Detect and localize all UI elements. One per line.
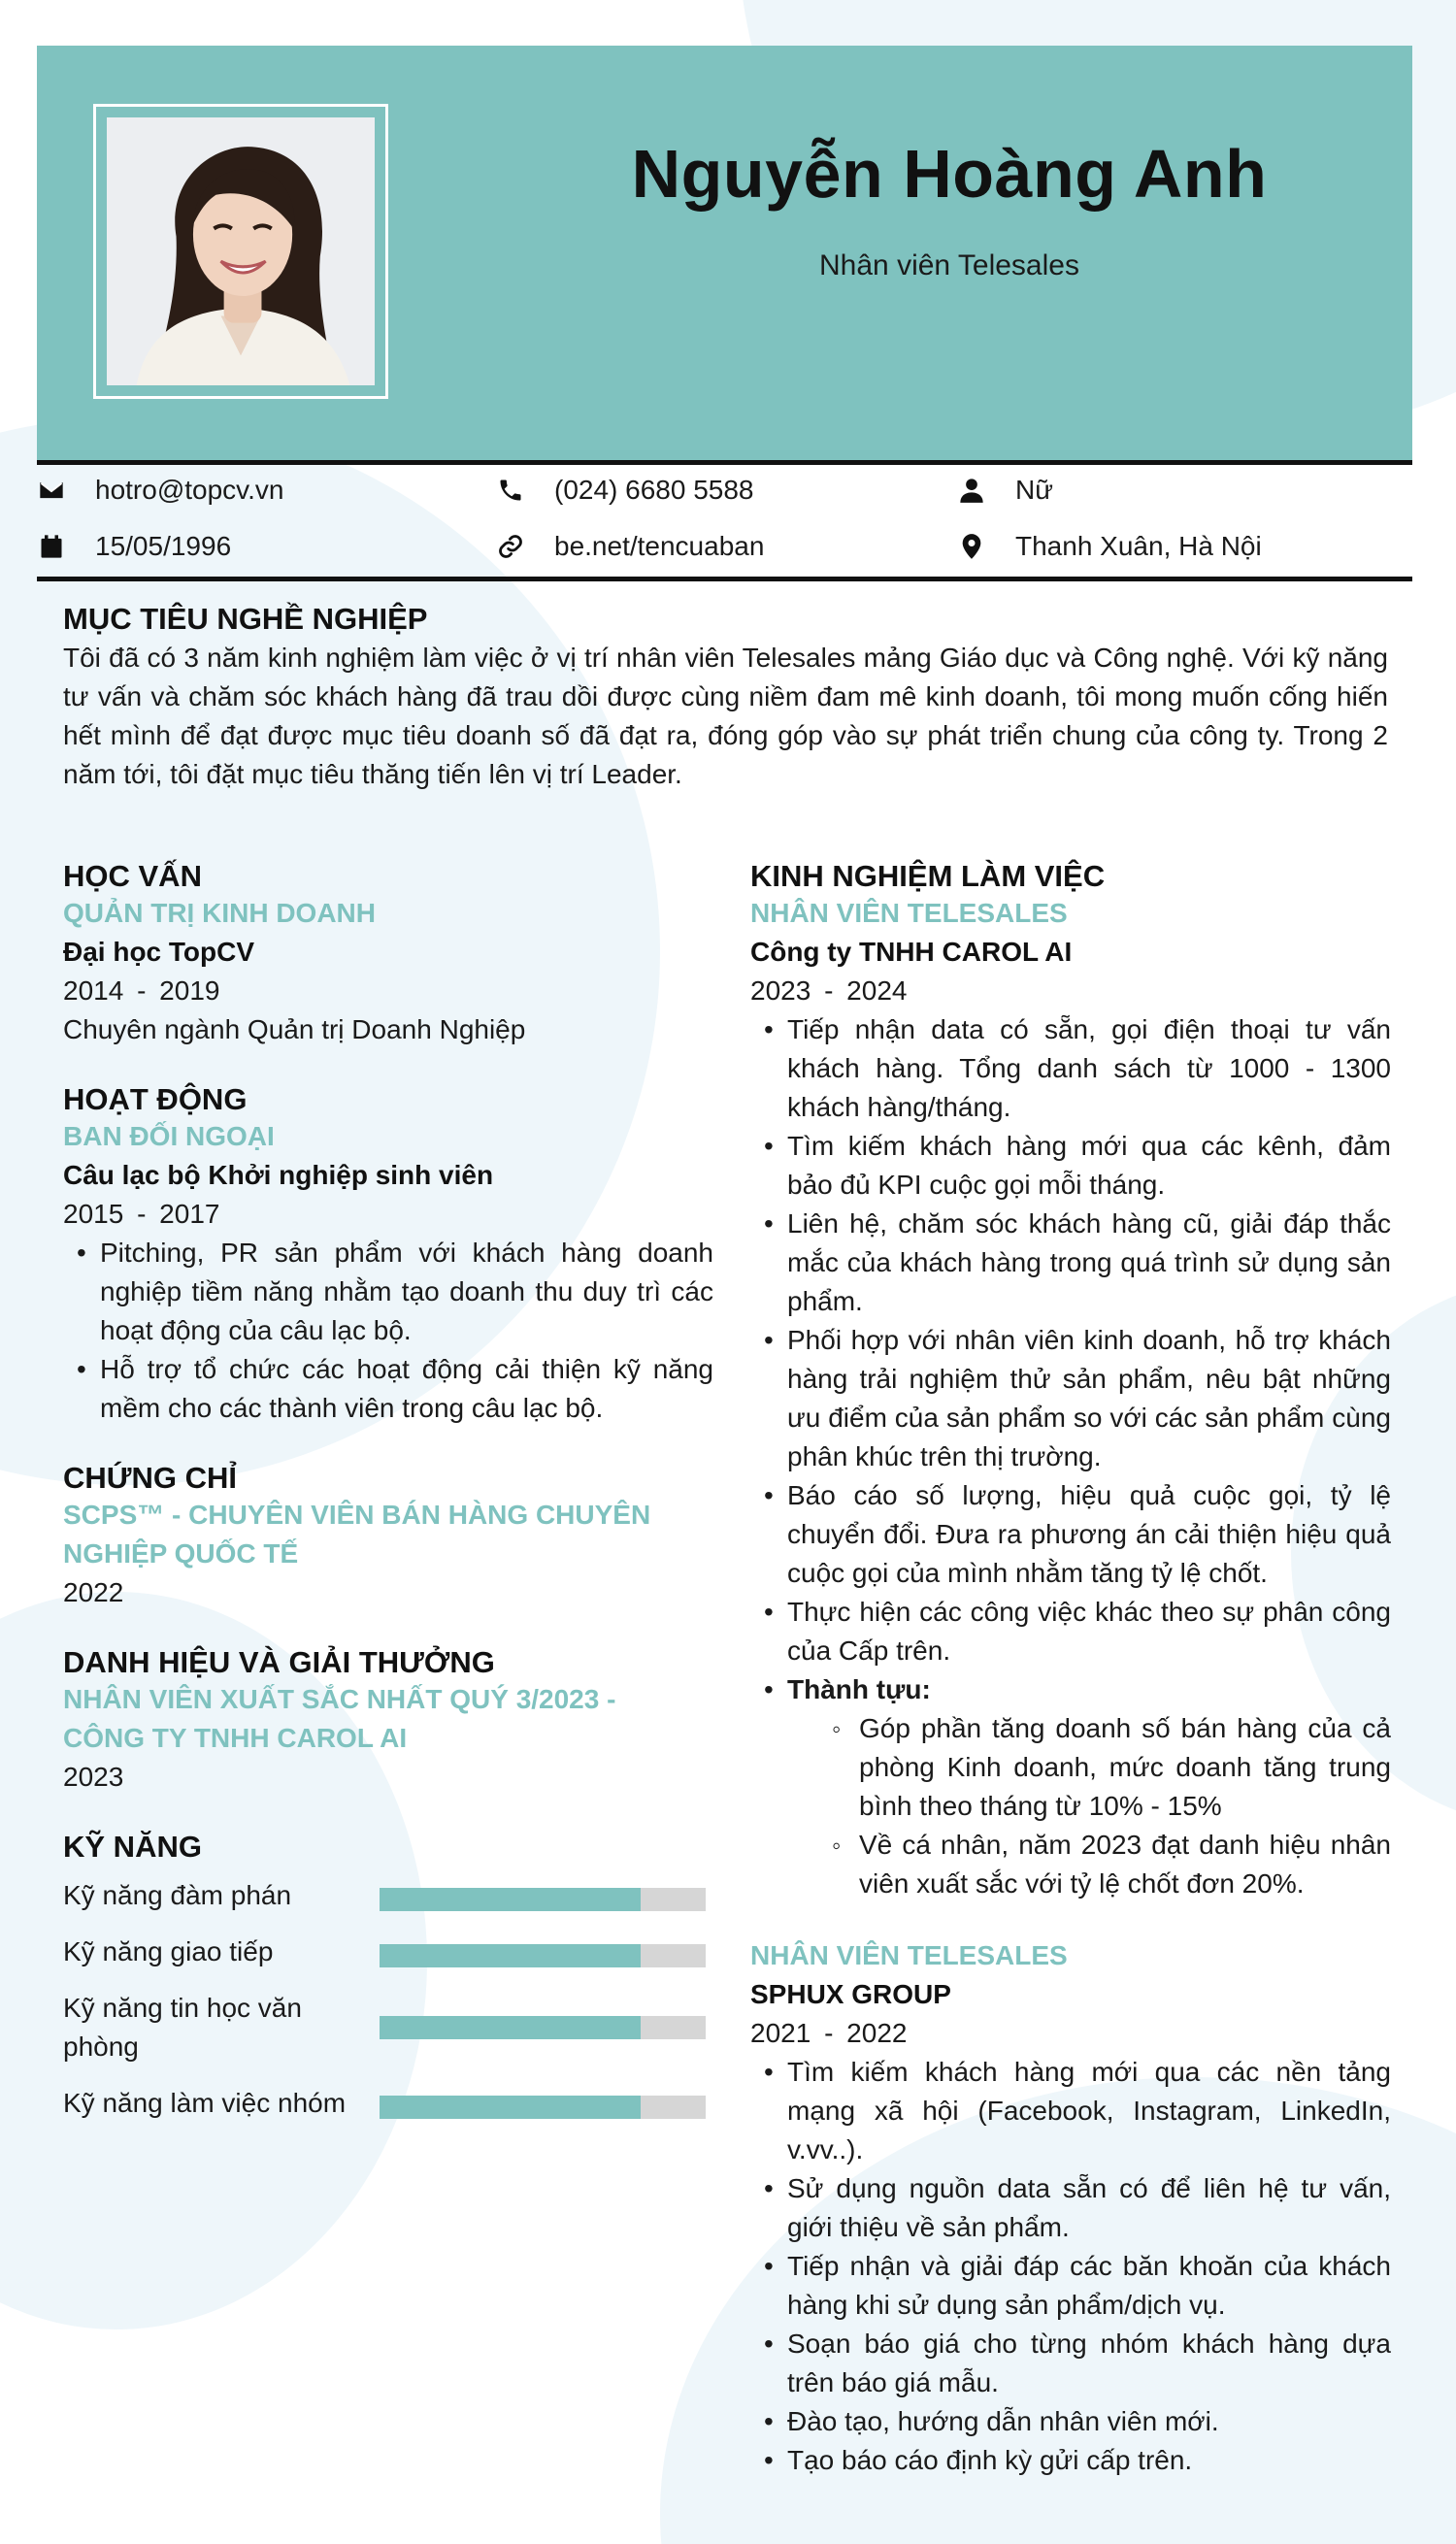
certificate-name: SCPS™ - CHUYÊN VIÊN BÁN HÀNG CHUYÊN — [63, 1500, 651, 1530]
cv-page — [37, 46, 1412, 581]
list-item: • Tiếp nhận data có sẵn, gọi điện thoại tư vấn khách hàng. Tổng danh sách từ 1000 - 1300 khách hàng/tháng. — [750, 1010, 1391, 1127]
envelope-icon — [37, 476, 66, 505]
education-desc: Chuyên ngành Quản trị Doanh Nghiệp — [63, 1014, 526, 1044]
contact-website[interactable] — [496, 531, 764, 562]
objective-section — [63, 602, 1388, 794]
skill-label: Kỹ năng làm việc nhóm — [63, 2088, 347, 2118]
divider — [37, 577, 1412, 581]
job-position: NHÂN VIÊN TELESALES — [750, 1940, 1068, 1970]
award-name-cont: CÔNG TY TNHH CAROL AI — [63, 1723, 408, 1753]
list-item: • Pitching, PR sản phẩm với khách hàng doanh nghiệp tiềm năng nhằm tạo doanh thu duy trì các hoạt động của câu lạc bộ. — [63, 1234, 713, 1350]
contact-address — [957, 531, 1262, 562]
list-item: • Soạn báo giá cho từng nhóm khách hàng dựa trên báo giá mẫu. — [750, 2325, 1391, 2402]
list-item — [750, 1670, 1391, 1903]
email-text: hotro@topcv.vn — [95, 475, 284, 505]
list-item: • Thực hiện các công việc khác theo sự phân công của Cấp trên. — [750, 1593, 1391, 1670]
skill-bar-fill — [380, 2096, 641, 2119]
avatar-frame — [93, 104, 388, 399]
address-text: Thanh Xuân, Hà Nội — [1015, 531, 1262, 561]
section-title: CHỨNG CHỈ — [63, 1461, 237, 1495]
job-company: SPHUX GROUP — [750, 1979, 951, 2009]
phone-text: (024) 6680 5588 — [554, 475, 754, 505]
skill-bar-fill — [380, 1888, 641, 1911]
list-item: • Đào tạo, hướng dẫn nhân viên mới. — [750, 2402, 1391, 2441]
job-company: Công ty TNHH CAROL AI — [750, 937, 1073, 967]
objective-text: Tôi đã có 3 năm kinh nghiệm làm việc ở vị trí nhân viên Telesales mảng Giáo dục và Công nghệ. Với kỹ năng tư vấn và chăm sóc khách hàng đã trau dồi được cùng niềm đam mê kinh doanh, tôi mong muốn cống hiến hết mình để đạt được mục tiêu doanh số đã đạt ra, đóng góp vào sự phát triển chung của công ty. Trong 2 năm tới, tôi đặt mục tiêu thăng tiến lên vị trí Leader. — [63, 643, 1388, 789]
section-title: MỤC TIÊU NGHỀ NGHIỆP — [63, 602, 428, 636]
activity-role: BAN ĐỐI NGOẠI — [63, 1121, 275, 1151]
certificates-section — [63, 1461, 713, 1612]
achievement-list — [826, 1709, 1391, 1903]
skill-row — [63, 1933, 713, 1975]
education-section — [63, 859, 713, 1049]
certificate-year: 2022 — [63, 1577, 124, 1607]
education-dates: 2014 - 2019 — [63, 975, 220, 1006]
list-item: • Phối hợp với nhân viên kinh doanh, hỗ trợ khách hàng trải nghiệm thử sản phẩm, nêu bật những ưu điểm của sản phẩm so với các sản phẩm cùng phân khúc trên thị trường. — [750, 1321, 1391, 1476]
job-position: NHÂN VIÊN TELESALES — [750, 898, 1068, 928]
school-name: Đại học TopCV — [63, 937, 255, 967]
candidate-role: Nhân viên Telesales — [819, 249, 1079, 281]
list-item: • Tiếp nhận và giải đáp các băn khoăn của khách hàng khi sử dụng sản phẩm/dịch vụ. — [750, 2247, 1391, 2325]
candidate-name: Nguyễn Hoàng Anh — [631, 136, 1268, 212]
contact-email[interactable] — [37, 475, 283, 506]
job-bullets — [750, 1010, 1391, 1903]
list-item: • Báo cáo số lượng, hiệu quả cuộc gọi, tỷ lệ chuyển đổi. Đưa ra phương án cải thiện hiệu quả cuộc gọi của mình nhằm tăng tỷ lệ chốt. — [750, 1476, 1391, 1593]
list-item: • Tìm kiếm khách hàng mới qua các nền tảng mạng xã hội (Facebook, Instagram, LinkedIn, v.vv..). — [750, 2053, 1391, 2169]
achievements-label: Thành tựu: — [787, 1674, 931, 1704]
section-title: DANH HIỆU VÀ GIẢI THƯỞNG — [63, 1645, 495, 1679]
website-text: be.net/tencuaban — [554, 531, 765, 561]
contact-info — [37, 465, 1412, 577]
list-item: • Tạo báo cáo định kỳ gửi cấp trên. — [750, 2441, 1391, 2480]
awards-section — [63, 1645, 713, 1797]
education-major: QUẢN TRỊ KINH DOANH — [63, 898, 376, 928]
skill-row — [63, 1876, 713, 1919]
cv-header — [37, 46, 1412, 460]
skill-bar-fill — [380, 1944, 641, 1967]
certificate-name-cont: NGHIỆP QUỐC TẾ — [63, 1538, 299, 1569]
portrait-illustration — [107, 117, 375, 385]
job-entry — [750, 1936, 1391, 2480]
avatar — [107, 117, 375, 385]
skill-label: Kỹ năng tin học văn phòng — [63, 1993, 302, 2062]
location-pin-icon — [957, 532, 986, 561]
skills-section — [63, 1830, 713, 2140]
skill-label: Kỹ năng giao tiếp — [63, 1936, 274, 1966]
job-bullets — [750, 2053, 1391, 2480]
skill-bar-fill — [380, 2016, 641, 2039]
user-icon — [957, 476, 986, 505]
list-item: ◦ Về cá nhân, năm 2023 đạt danh hiệu nhân viên xuất sắc với tỷ lệ chốt đơn 20%. — [826, 1826, 1391, 1903]
contact-gender — [957, 475, 1053, 506]
skill-bar — [380, 2096, 706, 2119]
gender-text: Nữ — [1015, 475, 1053, 505]
section-title: HỌC VẤN — [63, 859, 202, 893]
right-column — [750, 859, 1391, 2480]
skill-bar — [380, 1888, 706, 1911]
list-item: ◦ Góp phần tăng doanh số bán hàng của cả phòng Kinh doanh, mức doanh tăng trung bình theo tháng từ 10% - 15% — [826, 1709, 1391, 1826]
contact-phone[interactable] — [496, 475, 754, 506]
list-item: • Tìm kiếm khách hàng mới qua các kênh, đảm bảo đủ KPI cuộc gọi mỗi tháng. — [750, 1127, 1391, 1205]
list-item: • Hỗ trợ tổ chức các hoạt động cải thiện kỹ năng mềm cho các thành viên trong câu lạc bộ. — [63, 1350, 713, 1428]
contact-dob — [37, 531, 231, 562]
activity-bullets — [63, 1234, 713, 1428]
skill-row — [63, 1989, 713, 2070]
job-dates: 2023 - 2024 — [750, 975, 908, 1006]
award-year: 2023 — [63, 1762, 124, 1792]
list-item: • Sử dụng nguồn data sẵn có để liên hệ tư vấn, giới thiệu về sản phẩm. — [750, 2169, 1391, 2247]
skill-row — [63, 2084, 713, 2127]
activities-section — [63, 1082, 713, 1428]
job-entry — [750, 894, 1391, 1903]
link-icon — [496, 532, 525, 561]
job-dates: 2021 - 2022 — [750, 2018, 908, 2048]
dob-text: 15/05/1996 — [95, 531, 232, 561]
left-column — [63, 859, 713, 2140]
activity-dates: 2015 - 2017 — [63, 1199, 220, 1229]
section-title: KỸ NĂNG — [63, 1830, 202, 1864]
phone-icon — [496, 476, 525, 505]
skill-bar — [380, 2016, 706, 2039]
skill-bar — [380, 1944, 706, 1967]
calendar-icon — [37, 532, 66, 561]
activity-org: Câu lạc bộ Khởi nghiệp sinh viên — [63, 1160, 494, 1190]
list-item: • Liên hệ, chăm sóc khách hàng cũ, giải đáp thắc mắc của khách hàng trong quá trình sử dụng sản phẩm. — [750, 1205, 1391, 1321]
section-title: HOẠT ĐỘNG — [63, 1082, 248, 1116]
skill-label: Kỹ năng đàm phán — [63, 1880, 292, 1910]
award-name: NHÂN VIÊN XUẤT SẮC NHẤT QUÝ 3/2023 - — [63, 1684, 616, 1714]
section-title: KINH NGHIỆM LÀM VIỆC — [750, 859, 1106, 893]
